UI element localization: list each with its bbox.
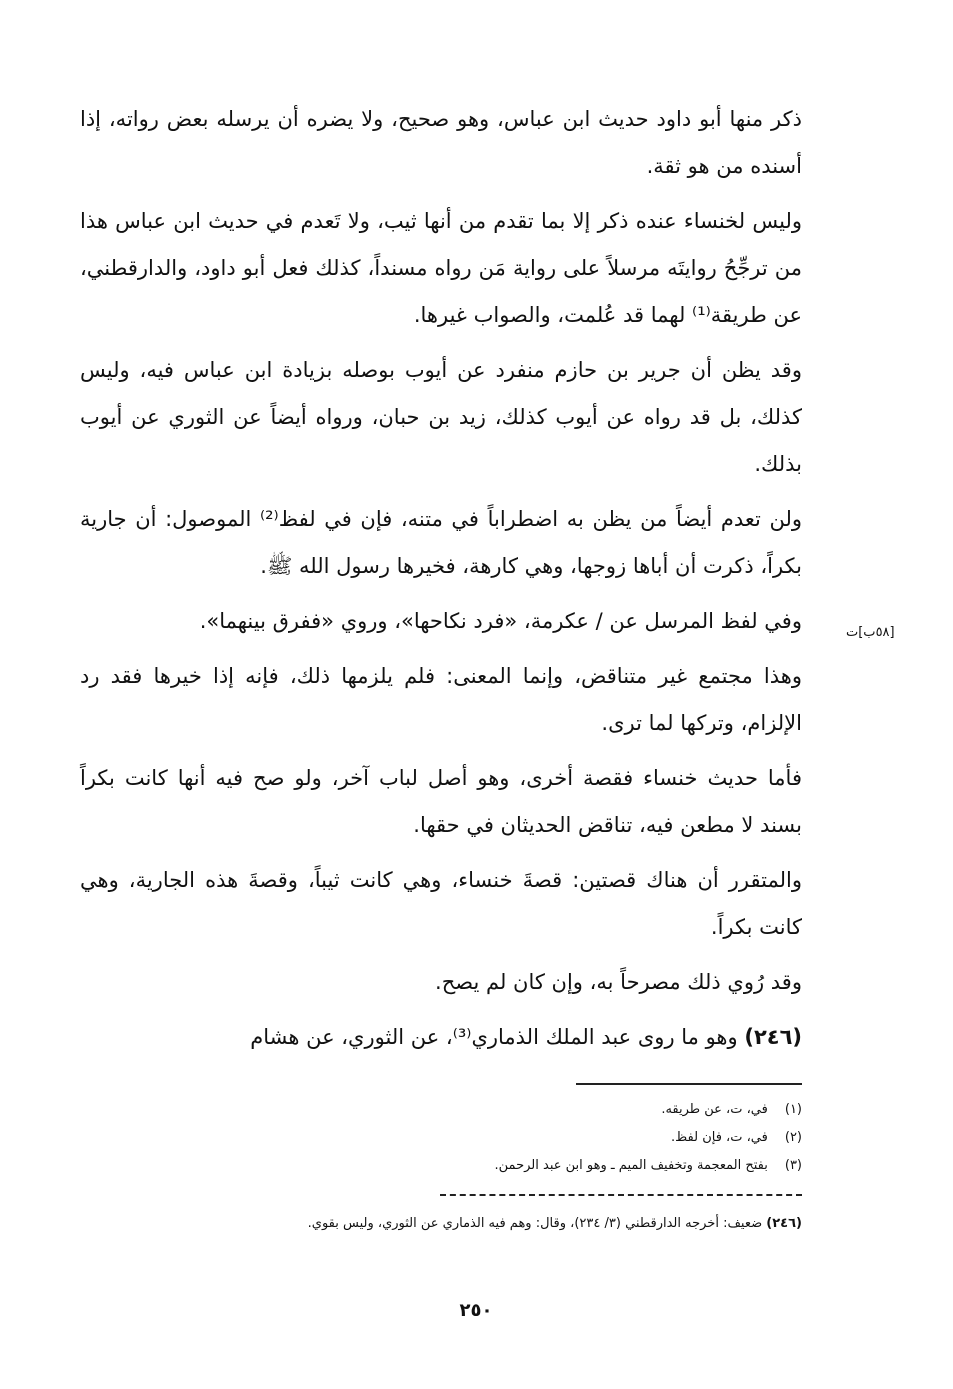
paragraph: وليس لخنساء عنده ذكر إلا بما تقدم من أنها ثيب، ولا تَعدم في حديث ابن عباس هذا من ترجِّحُ روايتَه مرسلاً على رواية مَن رواه مسنداً، كذلك فعل أبو داود، والدارقطني، عن طريقة⁽¹⁾ لهما قد عُلمت، والصواب غيرها. [80,209,802,327]
footnote [180,1124,802,1152]
takhrij-note [100,1210,802,1238]
paragraph: ذكر منها أبو داود حديث ابن عباس، وهو صحيح، ولا يضره أن يرسله بعض رواته، إذا أسنده من هو ثقة. [80,107,802,178]
footnote [180,1096,802,1124]
footnote [180,1152,802,1180]
paragraph: والمتقرر أن هناك قصتين: قصةَ خنساء، وهي كانت ثيباً، وقصةَ هذه الجارية، وهي كانت بكراً. [80,868,802,939]
footnote-number: (٣) [784,1158,802,1173]
paragraph: ولن تعدم أيضاً من يظن به اضطراباً في متنه، فإن في لفظ⁽²⁾ الموصول: أن جارية بكراً، ذكرت أن أباها زوجها، وهي كارهة، فخيرها رسول الله ﷺ. [80,507,802,578]
paragraph: وقد رُوي ذلك مصرحاً به، وإن كان لم يصح. [435,970,802,994]
hadith-paragraph [80,1014,802,1061]
hadith-text: وهو ما روى عبد الملك الذماري⁽³⁾، عن الثوري، عن هشام [250,1025,745,1049]
paragraph: وقد يظن أن جرير بن حازم منفرد عن أيوب بوصله بزيادة ابن عباس فيه، وليس كذلك، بل قد رواه عن أيوب كذلك، زيد بن حبان، ورواه أيضاً عن الثوري عن أيوب بذلك. [80,358,802,476]
takhrij-divider [440,1194,802,1196]
footnote-number: (٢) [784,1130,802,1145]
paragraph: وهذا مجتمع غير متناقض، وإنما المعنى: فلم يلزمها ذلك، فإنه إذا خيرها فقد رد الإلزام، وتركها لما ترى. [80,664,802,735]
paragraph: وفي لفظ المرسل عن / عكرمة، «فرد نكاحها»، وروي «ففرق بينهما». [199,609,802,633]
manuscript-margin-note: [٥٨ب]ت [846,625,895,640]
main-text [80,96,802,1069]
footnotes [180,1096,802,1180]
paragraph: فأما حديث خنساء فقصة أخرى، وهو أصل لباب آخر، ولو صح فيه أنها كانت بكراً بسند لا مطعن فيه، تناقض الحديثان في حقها. [80,766,802,837]
footnote-divider [576,1083,802,1085]
footnote-number: (١) [784,1102,802,1117]
page-number: ٢٥٠ [459,1300,493,1321]
takhrij-text: ضعيف: أخرجه الدارقطني (٣/ ٢٣٤)، وقال: وهم فيه الذماري عن الثوري، وليس بقوي. [307,1216,767,1231]
takhrij-number: (٢٤٦) [766,1216,802,1231]
footnote-text: في، ت، فإن لفظ. [671,1130,768,1145]
footnote-text: في، ت، عن طريقه. [661,1102,768,1117]
hadith-number: (٢٤٦) [744,1025,802,1049]
footnote-text: بفتح المعجمة وتخفيف الميم ـ وهو ابن عبد الرحمن. [494,1158,768,1173]
